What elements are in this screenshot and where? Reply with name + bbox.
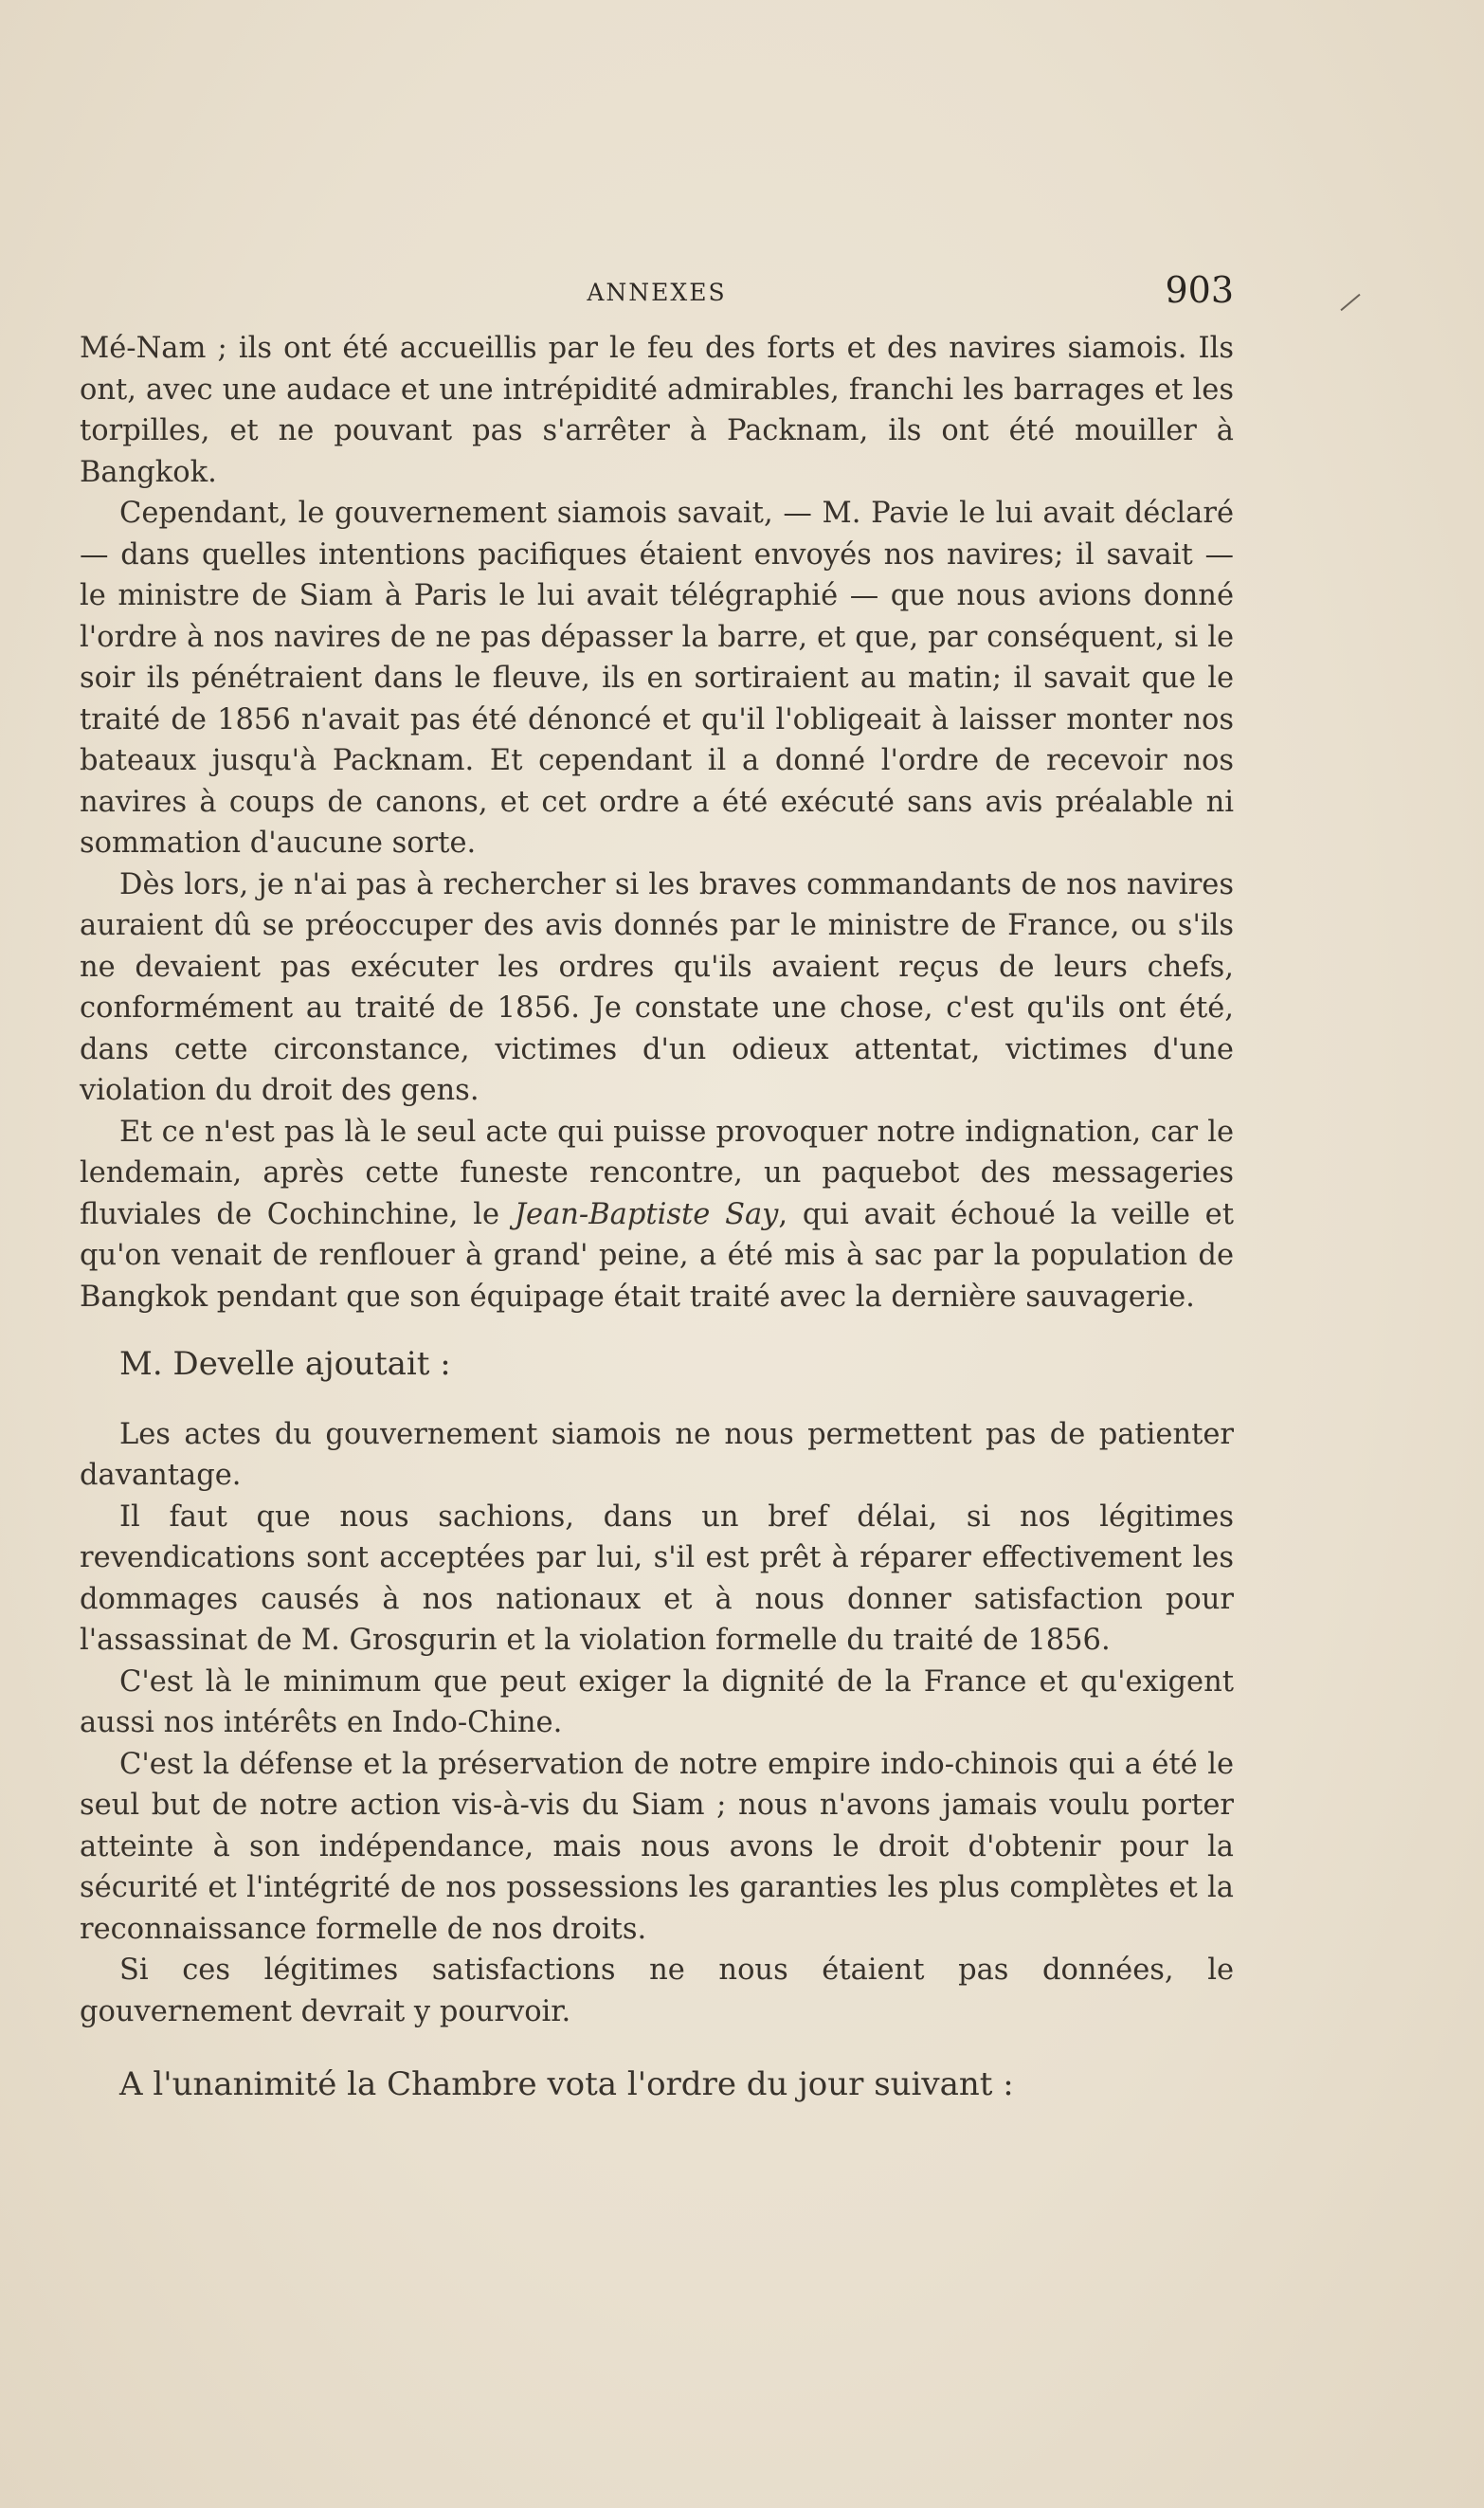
running-head [80, 269, 1234, 317]
margin-pencil-mark [1340, 294, 1360, 311]
paragraph-4-part-1: Et ce n'est pas là le seul acte qui puisse provoquer notre indignation, car le lendemain, après cette funeste rencontre, un paquebot des messageries fluviales de Cochinchine, le [80, 1115, 1234, 1231]
body-text [80, 328, 1234, 2106]
paragraph-5: Les actes du gouvernement siamois ne nous permettent pas de patienter davantage. [80, 1417, 1234, 1492]
running-title: ANNEXES [587, 279, 727, 306]
paragraph-7: C'est là le minimum que peut exiger la dignité de la France et qu'exigent aussi nos intérêts en Indo-Chine. [80, 1664, 1234, 1739]
paragraph-3: Dès lors, je n'ai pas à rechercher si les braves commandants de nos navires auraient dû se préoccuper des avis donnés par le ministre de France, ou s'ils ne devaient pas exécuter les ordres qu'ils avaient reçus de leurs chefs, conformément au traité de 1856. Je constate une chose, c'est qu'ils ont été, dans cette circonstance, victimes d'un odieux attentat, victimes d'une violation du droit des gens. [80, 867, 1234, 1107]
page-number: 903 [1165, 269, 1234, 311]
paragraph-9: Si ces légitimes satisfactions ne nous étaient pas données, le gouvernement devrait y pourvoir. [80, 1954, 1234, 2028]
paragraph-8: C'est la défense et la préservation de notre empire indo-chinois qui a été le seul but de notre action vis-à-vis du Siam ; nous n'avons jamais voulu porter atteinte à son indépendance, mais nous avons le droit d'obtenir pour la sécurité et l'intégrité de nos possessions les garanties les plus complètes et la reconnaissance formelle de nos droits. [80, 1747, 1234, 1946]
closing-line: A l'unanimité la Chambre vota l'ordre du jour suivant : [119, 2065, 1014, 2103]
paragraph-4 [80, 1112, 1234, 1318]
paragraph-2: Cependant, le gouvernement siamois savait, — M. Pavie le lui avait déclaré — dans quelles intentions pacifiques étaient envoyés nos navires; il savait — le ministre de Siam à Paris le lui avait télégraphié — que nous avions donné l'ordre à nos navires de ne pas dépasser la barre, et que, par conséquent, si le soir ils pénétraient dans le fleuve, ils en sortiraient au matin; il savait que le traité de 1856 n'avait pas été dénoncé et qu'il l'obligeait à laisser monter nos bateaux jusqu'à Packnam. Et cependant il a donné l'ordre de recevoir nos navires à coups de canons, et cet ordre a été exécuté sans avis préalable ni sommation d'aucune sorte. [80, 497, 1234, 860]
speaker-lead: M. Develle ajoutait : [119, 1345, 451, 1383]
paragraph-6: Il faut que nous sachions, dans un bref délai, si nos légitimes revendications sont acceptées par lui, s'il est prêt à réparer effectivement les dommages causés à nos nationaux et à nous donner satisfaction pour l'assassinat de M. Grosgurin et la violation formelle du traité de 1856. [80, 1499, 1234, 1657]
paragraph-1: Mé-Nam ; ils ont été accueillis par le feu des forts et des navires siamois. Ils ont, avec une audace et une intrépidité admirables, franchi les barrages et les torpilles, et ne pouvant pas s'arrêter à Packnam, ils ont été mouiller à Bangkok. [80, 332, 1234, 489]
ship-name: Jean-Baptiste Say [514, 1197, 779, 1231]
paragraph-4-part-2: , qui avait échoué la veille et qu'on venait de renflouer à grand' peine, a été mis à sac par la population de Bangkok pendant que son équipage était traité avec la dernière sauvagerie. [80, 1197, 1234, 1314]
